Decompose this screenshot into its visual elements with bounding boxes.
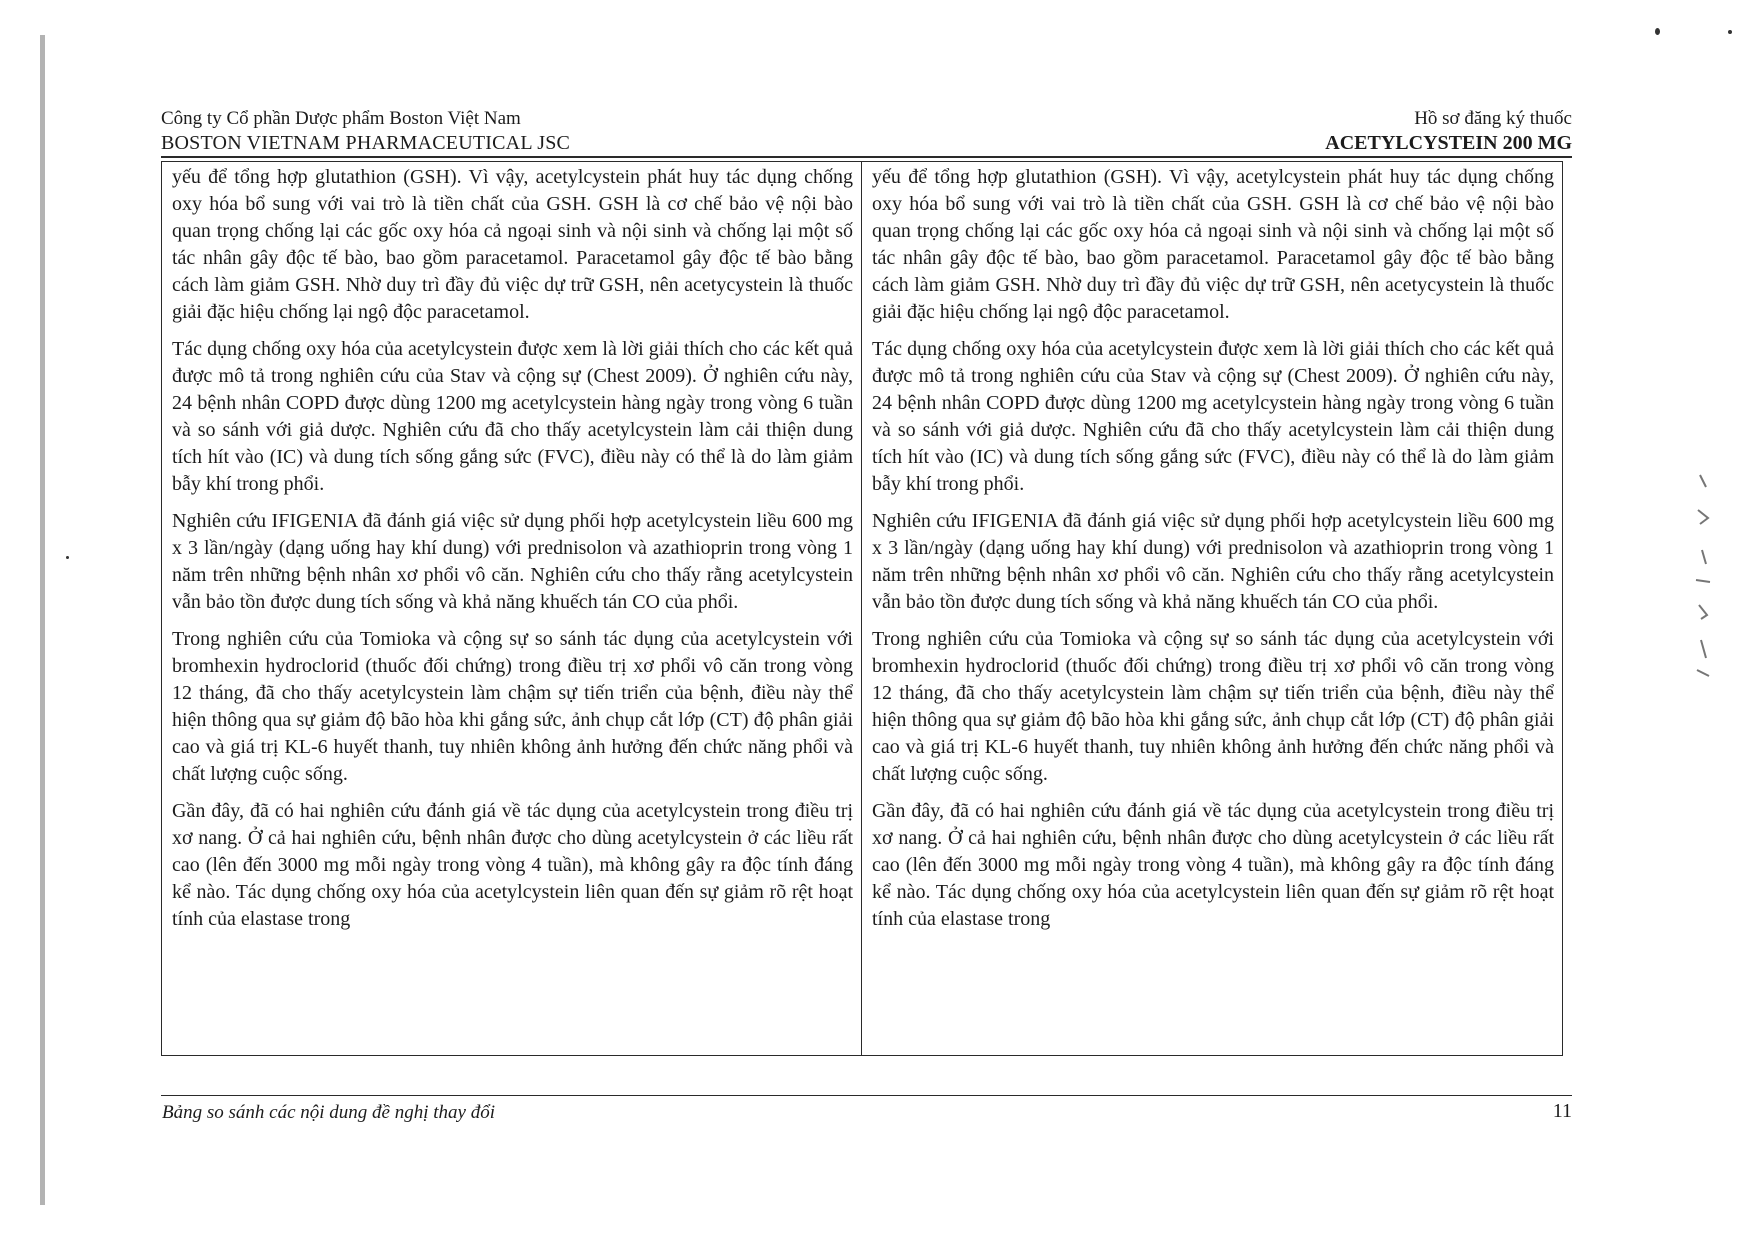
speck [1728, 30, 1732, 34]
paragraph: Trong nghiên cứu của Tomioka và cộng sự so sánh tác dụng của acetylcystein với bromhexin hydroclorid (thuốc đối chứng) trong điều trị xơ phổi vô căn trong vòng 12 tháng, đã cho thấy acetylcystein làm chậm sự tiến triển của bệnh, điều này thể hiện thông qua sự giảm độ bão hòa khi gắng sức, ảnh chụp cắt lớp (CT) độ phân giải cao và giá trị KL-6 huyết thanh, tuy nhiên không ảnh hưởng đến chức năng phổi và chất lượng cuộc sống. [872, 628, 1554, 785]
page-header [161, 107, 1572, 155]
header-rule [161, 156, 1572, 158]
footer-caption: Bảng so sánh các nội dung đề nghị thay đổi [162, 1102, 495, 1123]
document-type: Hồ sơ đăng ký thuốc [1414, 108, 1572, 129]
scan-edge-shadow [40, 35, 45, 1205]
header-company [161, 107, 570, 155]
handwriting-scribble-icon [1690, 470, 1716, 690]
page-number: 11 [1552, 1100, 1572, 1122]
company-name-vi: Công ty Cổ phần Dược phẩm Boston Việt Nam [161, 108, 521, 129]
left-column [162, 162, 862, 1055]
product-name: ACETYLCYSTEIN 200 MG [1325, 132, 1572, 154]
paragraph: Gần đây, đã có hai nghiên cứu đánh giá về tác dụng của acetylcystein trong điều trị xơ nang. Ở cả hai nghiên cứu, bệnh nhân được cho dùng acetylcystein ở các liều rất cao (lên đến 3000 mg mỗi ngày trong vòng 4 tuần), mà không gây ra độc tính đáng kể nào. Tác dụng chống oxy hóa của acetylcystein liên quan đến sự giảm rõ rệt hoạt tính của elastase trong [872, 800, 1554, 930]
footer-rule [161, 1095, 1572, 1096]
paragraph: Tác dụng chống oxy hóa của acetylcystein được xem là lời giải thích cho các kết quả được mô tả trong nghiên cứu của Stav và cộng sự (Chest 2009). Ở nghiên cứu này, 24 bệnh nhân COPD được dùng 1200 mg acetylcystein hàng ngày trong vòng 6 tuần và so sánh với giả dược. Nghiên cứu đã cho thấy acetylcystein làm cải thiện dung tích hít vào (IC) và dung tích sống gắng sức (FVC), điều này có thể là do làm giảm bẫy khí trong phổi. [872, 338, 1554, 495]
header-document [1325, 107, 1572, 155]
right-column [862, 162, 1562, 1055]
margin-handwriting [1690, 470, 1716, 690]
company-name-en: BOSTON VIETNAM PHARMACEUTICAL JSC [161, 132, 571, 154]
paragraph: Tác dụng chống oxy hóa của acetylcystein được xem là lời giải thích cho các kết quả được mô tả trong nghiên cứu của Stav và cộng sự (Chest 2009). Ở nghiên cứu này, 24 bệnh nhân COPD được dùng 1200 mg acetylcystein hàng ngày trong vòng 6 tuần và so sánh với giả dược. Nghiên cứu đã cho thấy acetylcystein làm cải thiện dung tích hít vào (IC) và dung tích sống gắng sức (FVC), điều này có thể là do làm giảm bẫy khí trong phổi. [172, 338, 853, 495]
paragraph: yếu để tổng hợp glutathion (GSH). Vì vậy, acetylcystein phát huy tác dụng chống oxy hóa bổ sung với vai trò là tiền chất của GSH. GSH là cơ chế bảo vệ nội bào quan trọng chống lại các gốc oxy hóa cả ngoại sinh và nội sinh và chống lại một số tác nhân gây độc tế bào, bao gồm paracetamol. Paracetamol gây độc tế bào bằng cách làm giảm GSH. Nhờ duy trì đầy đủ việc dự trữ GSH, nên acetycystein là thuốc giải đặc hiệu chống lại ngộ độc paracetamol. [172, 166, 853, 323]
speck [66, 556, 69, 559]
paragraph: Nghiên cứu IFIGENIA đã đánh giá việc sử dụng phối hợp acetylcystein liều 600 mg x 3 lần/ngày (dạng uống hay khí dung) với prednisolon và azathioprin trong vòng 1 năm trên những bệnh nhân xơ phổi vô căn. Nghiên cứu cho thấy rằng acetylcystein vẫn bảo tồn được dung tích sống và khả năng khuếch tán CO của phổi. [172, 510, 853, 613]
paragraph: Gần đây, đã có hai nghiên cứu đánh giá về tác dụng của acetylcystein trong điều trị xơ nang. Ở cả hai nghiên cứu, bệnh nhân được cho dùng acetylcystein ở các liều rất cao (lên đến 3000 mg mỗi ngày trong vòng 4 tuần), mà không gây ra độc tính đáng kể nào. Tác dụng chống oxy hóa của acetylcystein liên quan đến sự giảm rõ rệt hoạt tính của elastase trong [172, 800, 853, 930]
paragraph: yếu để tổng hợp glutathion (GSH). Vì vậy, acetylcystein phát huy tác dụng chống oxy hóa bổ sung với vai trò là tiền chất của GSH. GSH là cơ chế bảo vệ nội bào quan trọng chống lại các gốc oxy hóa cả ngoại sinh và nội sinh và chống lại một số tác nhân gây độc tế bào, bao gồm paracetamol. Paracetamol gây độc tế bào bằng cách làm giảm GSH. Nhờ duy trì đầy đủ việc dự trữ GSH, nên acetycystein là thuốc giải đặc hiệu chống lại ngộ độc paracetamol. [872, 166, 1554, 323]
comparison-table [161, 161, 1563, 1056]
paragraph: Trong nghiên cứu của Tomioka và cộng sự so sánh tác dụng của acetylcystein với bromhexin hydroclorid (thuốc đối chứng) trong điều trị xơ phổi vô căn trong vòng 12 tháng, đã cho thấy acetylcystein làm chậm sự tiến triển của bệnh, điều này thể hiện thông qua sự giảm độ bão hòa khi gắng sức, ảnh chụp cắt lớp (CT) độ phân giải cao và giá trị KL-6 huyết thanh, tuy nhiên không ảnh hưởng đến chức năng phổi và chất lượng cuộc sống. [172, 628, 853, 785]
paragraph: Nghiên cứu IFIGENIA đã đánh giá việc sử dụng phối hợp acetylcystein liều 600 mg x 3 lần/ngày (dạng uống hay khí dung) với prednisolon và azathioprin trong vòng 1 năm trên những bệnh nhân xơ phổi vô căn. Nghiên cứu cho thấy rằng acetylcystein vẫn bảo tồn được dung tích sống và khả năng khuếch tán CO của phổi. [872, 510, 1554, 613]
speck [1655, 28, 1660, 35]
